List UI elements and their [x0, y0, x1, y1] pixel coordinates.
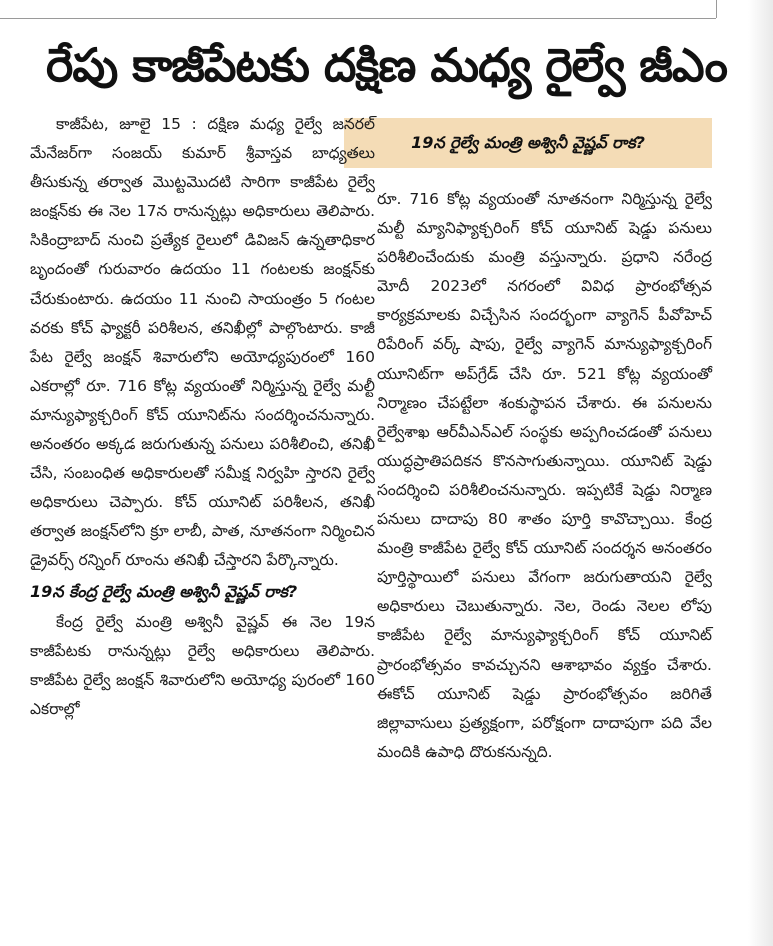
- left-subheading: 19న కేంద్ర రైల్వే మంత్రి అశ్వినీ వైష్ణవ్ రాక?: [30, 581, 298, 601]
- page-edge-shadow: [748, 0, 773, 946]
- right-column: [377, 185, 712, 767]
- right-paragraph: రూ. 716 కోట్ల వ్యయంతో నూతనంగా నిర్మిస్తున్న రైల్వే మల్టీ మ్యానిఫ్యాక్చరింగ్ కోచ్ యూనిట్ షెడ్డు పనులు పరిశీలించేందుకు మంత్రి వస్తున్నారు. ప్రధాని నరేంద్ర మోదీ 2023లో నగరంలో వివిధ ప్రారంభోత్సవ కార్యక్రమాలకు విచ్చేసిన సందర్భంగా వ్యాగెన్ పీవోహెచ్ రిపేరింగ్ వర్క్ షాపు, రైల్వే వ్యాగెన్ మాన్యుఫ్యాక్చరింగ్ యూనిట్‌గా అప్‌గ్రేడ్ చేసి రూ. 521 కోట్ల వ్యయంతో నిర్మాణం చేపట్టేలా శంకుస్థాపన చేశారు. ఈ పనులను రైల్వేశాఖ ఆర్‌వీఎన్‌ఎల్ సంస్థకు అప్పగించడంతో పనులు యుద్ధప్రాతిపదికన కొనసాగుతున్నాయి. యూనిట్ షెడ్డు సందర్శించి పరిశీలించనున్నారు. ఇప్పటికే షెడ్డు నిర్మాణ పనులు దాదాపు 80 శాతం పూర్తి కావొచ్చాయి. కేంద్ర మంత్రి కాజీపేట రైల్వే కోచ్ యూనిట్ సందర్శన అనంతరం పూర్తిస్థాయిలో పనులు వేగంగా జరుగుతాయని రైల్వే అధికారులు చెబుతున్నారు. నెల, రెండు నెలల లోపు కాజీపేట రైల్వే మాన్యుఫ్యాక్చరింగ్ కోచ్ యూనిట్ ప్రారంభోత్సవం కావచ్చునని ఆశాభావం వ్యక్తం చేశారు. ఈకోచ్ యూనిట్ షెడ్డు ప్రారంభోత్సవం జరిగితే జిల్లావాసులు ప్రత్యక్షంగా, పరోక్షంగా దాదాపుగా పది వేల మందికి ఉపాధి దొరుకనున్నది.: [377, 190, 712, 761]
- left-column: [30, 110, 375, 724]
- left-paragraph-1-text: కాజీపేట, జూలై 15 : దక్షిణ మధ్య రైల్వే జనరల్ మేనేజర్‌గా సంజయ్ కుమార్ శ్రీవాస్తవ బాధ్యతలు తీసుకున్న తర్వాత మొట్టమొదటి సారిగా కాజీపేట రైల్వే జంక్షన్‌కు ఈ నెల 17న రానున్నట్లు అధికారులు తెలిపారు. సికింద్రాబాద్ నుంచి ప్రత్యేక రైలులో డివిజన్ ఉన్నతాధికార బృందంతో గురువారం ఉదయం 11 గంటలకు జంక్షన్‌కు చేరుకుంటారు. ఉదయం 11 నుంచి సాయంత్రం 5 గంటల వరకు కోచ్ ఫ్యాక్టరీ పరిశీలన, తనిఖీల్లో పాల్గొంటారు. కాజీ పేట రైల్వే జంక్షన్ శివారులోని అయోధ్యపురంలో 160 ఎకరాల్లో రూ. 716 కోట్ల వ్యయంతో నిర్మిస్తున్న రైల్వే మల్టీ మాన్యుఫ్యాక్చరింగ్ కోచ్ యూనిట్‌ను సందర్శించనున్నారు. అనంతరం అక్కడ జరుగుతున్న పనులు పరిశీలించి, తనిఖీ చేసి, సంబంధిత అధికారులతో సమీక్ష నిర్వహి స్తారని రైల్వే అధికారులు చెప్పారు. కోచ్ యూనిట్ పరిశీలన, తనిఖీ తర్వాత జంక్షన్‌లోని క్రూ లాబీ, పాత, నూతనంగా నిర్మించిన డ్రైవర్స్ రన్నింగ్ రూం‌ను తనిఖీ చేస్తారని పేర్కొన్నారు.: [30, 115, 375, 570]
- left-paragraph-1: [30, 110, 375, 576]
- left-paragraph-2: [30, 608, 375, 724]
- left-paragraph-2-text: కేంద్ర రైల్వే మంత్రి అశ్వినీ వైష్ణవ్ ఈ నెల 19న కాజీపేటకు రానున్నట్లు రైల్వే అధికారులు తెలిపారు. కాజీపేట రైల్వే జంక్షన్ శివారులోని అయోధ్య పురంలో 160 ఎకరాల్లో: [30, 612, 375, 718]
- top-divider-line: [0, 18, 716, 19]
- highlight-subheading: 19న రైల్వే మంత్రి అశ్వినీ వైష్ణవ్ రాక?: [344, 118, 712, 168]
- right-divider-line: [716, 0, 717, 18]
- headline: రేపు కాజీపేటకు దక్షిణ మధ్య రైల్వే జీఎం: [46, 38, 727, 92]
